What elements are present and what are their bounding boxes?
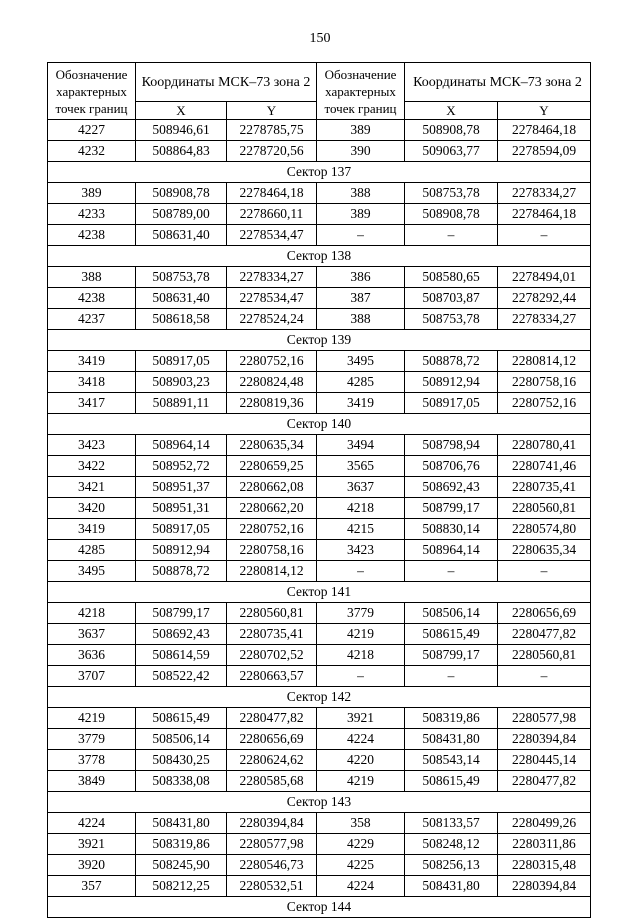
cell-y-coord: 2280560,81 (498, 498, 591, 519)
cell-point-id: 4220 (317, 750, 405, 771)
cell-y-coord: 2280585,68 (227, 771, 317, 792)
cell-x-coord: 508891,11 (136, 393, 227, 414)
cell-x-coord: 508917,05 (136, 519, 227, 540)
table-row (48, 624, 591, 645)
cell-x-coord: 508245,90 (136, 855, 227, 876)
cell-point-id: 4225 (317, 855, 405, 876)
header-coords-right: Координаты МСК–73 зона 2 (405, 63, 591, 102)
cell-point-id: 3849 (48, 771, 136, 792)
cell-x-coord: 508912,94 (405, 372, 498, 393)
cell-y-coord: 2280662,20 (227, 498, 317, 519)
cell-x-coord: 508618,58 (136, 309, 227, 330)
table-row (48, 435, 591, 456)
table-row (48, 708, 591, 729)
cell-x-coord: 508248,12 (405, 834, 498, 855)
sector-label: Сектор 141 (48, 582, 591, 603)
cell-y-coord: 2280814,12 (498, 351, 591, 372)
table-row (48, 834, 591, 855)
cell-x-coord: 508912,94 (136, 540, 227, 561)
cell-x-coord: 508615,49 (405, 771, 498, 792)
cell-point-id: 389 (48, 183, 136, 204)
cell-y-coord: 2280752,16 (498, 393, 591, 414)
cell-y-coord: 2280735,41 (227, 624, 317, 645)
cell-point-id: 3779 (48, 729, 136, 750)
cell-x-coord: 508753,78 (405, 183, 498, 204)
cell-y-coord: 2280624,62 (227, 750, 317, 771)
cell-y-coord: 2280445,14 (498, 750, 591, 771)
cell-point-id: 4238 (48, 288, 136, 309)
cell-x-coord: 508830,14 (405, 519, 498, 540)
cell-point-id: 387 (317, 288, 405, 309)
cell-point-id: 4237 (48, 309, 136, 330)
cell-point-id: 3921 (317, 708, 405, 729)
cell-x-coord: 508908,78 (136, 183, 227, 204)
cell-point-id: 3495 (317, 351, 405, 372)
cell-y-coord: 2280477,82 (498, 624, 591, 645)
cell-point-id: 4224 (317, 729, 405, 750)
table-row (48, 519, 591, 540)
table-row (48, 666, 591, 687)
cell-y-coord: 2278494,01 (498, 267, 591, 288)
cell-point-id: 3418 (48, 372, 136, 393)
header-coords-left: Координаты МСК–73 зона 2 (136, 63, 317, 102)
cell-x-coord: 508631,40 (136, 225, 227, 246)
cell-point-id: 3637 (48, 624, 136, 645)
cell-x-coord: 508615,49 (405, 624, 498, 645)
cell-point-id: 4218 (317, 645, 405, 666)
cell-y-coord: 2280546,73 (227, 855, 317, 876)
cell-point-id: 3419 (48, 519, 136, 540)
cell-point-id: 3423 (48, 435, 136, 456)
cell-x-coord: 508431,80 (136, 813, 227, 834)
cell-point-id: 357 (48, 876, 136, 897)
cell-x-coord: 508133,57 (405, 813, 498, 834)
cell-point-id: 388 (317, 183, 405, 204)
cell-y-coord: 2280577,98 (498, 708, 591, 729)
cell-x-coord: 508692,43 (405, 477, 498, 498)
cell-point-id: 358 (317, 813, 405, 834)
cell-point-id: 4219 (48, 708, 136, 729)
cell-x-coord: 508864,83 (136, 141, 227, 162)
cell-y-coord: 2280311,86 (498, 834, 591, 855)
cell-point-id: 4285 (317, 372, 405, 393)
cell-point-id: 3420 (48, 498, 136, 519)
cell-point-id: 389 (317, 120, 405, 141)
cell-x-coord: 508506,14 (405, 603, 498, 624)
cell-y-coord: 2280532,51 (227, 876, 317, 897)
cell-point-id: 3778 (48, 750, 136, 771)
cell-point-id: – (317, 561, 405, 582)
cell-y-coord: 2278534,47 (227, 225, 317, 246)
header-point-left: Обозначение характерных точек границ (48, 63, 136, 120)
cell-y-coord: 2280758,16 (227, 540, 317, 561)
cell-x-coord: 508878,72 (136, 561, 227, 582)
cell-y-coord: 2278720,56 (227, 141, 317, 162)
table-row (48, 477, 591, 498)
cell-x-coord: 508964,14 (136, 435, 227, 456)
cell-y-coord: 2280780,41 (498, 435, 591, 456)
cell-x-coord: 508789,00 (136, 204, 227, 225)
cell-y-coord: 2280702,52 (227, 645, 317, 666)
cell-x-coord: 508431,80 (405, 876, 498, 897)
cell-x-coord: 508799,17 (405, 498, 498, 519)
cell-x-coord: 508703,87 (405, 288, 498, 309)
cell-point-id: 4219 (317, 624, 405, 645)
table-row (48, 309, 591, 330)
cell-point-id: – (317, 666, 405, 687)
cell-point-id: 388 (317, 309, 405, 330)
cell-point-id: 390 (317, 141, 405, 162)
cell-y-coord: 2278594,09 (498, 141, 591, 162)
cell-y-coord: 2280814,12 (227, 561, 317, 582)
cell-point-id: 4227 (48, 120, 136, 141)
cell-x-coord: 508319,86 (405, 708, 498, 729)
cell-point-id: 3921 (48, 834, 136, 855)
cell-y-coord: 2280819,36 (227, 393, 317, 414)
table-row (48, 393, 591, 414)
cell-x-coord: 508706,76 (405, 456, 498, 477)
table-row (48, 540, 591, 561)
cell-y-coord: 2280560,81 (227, 603, 317, 624)
cell-point-id: 3920 (48, 855, 136, 876)
cell-point-id: 3707 (48, 666, 136, 687)
sector-row (48, 582, 591, 603)
cell-x-coord: 508908,78 (405, 120, 498, 141)
table-row (48, 204, 591, 225)
sector-row (48, 687, 591, 708)
cell-y-coord: 2278524,24 (227, 309, 317, 330)
cell-point-id: 389 (317, 204, 405, 225)
cell-y-coord: – (498, 561, 591, 582)
coordinates-table (47, 62, 591, 918)
cell-x-coord: 508946,61 (136, 120, 227, 141)
sector-row (48, 246, 591, 267)
cell-x-coord: 508798,94 (405, 435, 498, 456)
cell-y-coord: 2278785,75 (227, 120, 317, 141)
cell-y-coord: 2278464,18 (227, 183, 317, 204)
cell-x-coord: 508799,17 (136, 603, 227, 624)
cell-point-id: 3423 (317, 540, 405, 561)
cell-y-coord: 2280741,46 (498, 456, 591, 477)
cell-y-coord: 2278292,44 (498, 288, 591, 309)
cell-y-coord: 2280560,81 (498, 645, 591, 666)
table-row (48, 603, 591, 624)
table-row (48, 729, 591, 750)
sector-row (48, 897, 591, 918)
cell-point-id: 3422 (48, 456, 136, 477)
cell-y-coord: – (498, 666, 591, 687)
sector-row (48, 330, 591, 351)
cell-x-coord: 508878,72 (405, 351, 498, 372)
cell-x-coord: 508506,14 (136, 729, 227, 750)
sector-label: Сектор 137 (48, 162, 591, 183)
cell-point-id: 4219 (317, 771, 405, 792)
cell-y-coord: 2278464,18 (498, 204, 591, 225)
cell-x-coord: 508580,65 (405, 267, 498, 288)
cell-y-coord: 2280635,34 (498, 540, 591, 561)
sector-row (48, 162, 591, 183)
table-row (48, 456, 591, 477)
table-row (48, 813, 591, 834)
table-row (48, 183, 591, 204)
cell-x-coord: – (405, 561, 498, 582)
cell-x-coord: 508631,40 (136, 288, 227, 309)
cell-point-id: 3636 (48, 645, 136, 666)
sector-label: Сектор 144 (48, 897, 591, 918)
cell-point-id: 3779 (317, 603, 405, 624)
cell-y-coord: 2280315,48 (498, 855, 591, 876)
cell-y-coord: 2280477,82 (498, 771, 591, 792)
cell-x-coord: 508338,08 (136, 771, 227, 792)
cell-y-coord: 2280735,41 (498, 477, 591, 498)
header-x-left: X (136, 102, 227, 120)
sector-row (48, 792, 591, 813)
table-row (48, 372, 591, 393)
cell-point-id: 3494 (317, 435, 405, 456)
table-row (48, 351, 591, 372)
sector-label: Сектор 142 (48, 687, 591, 708)
table-row (48, 288, 591, 309)
cell-x-coord: 508614,59 (136, 645, 227, 666)
cell-point-id: 4285 (48, 540, 136, 561)
cell-y-coord: 2280574,80 (498, 519, 591, 540)
cell-point-id: 3417 (48, 393, 136, 414)
cell-x-coord: 508212,25 (136, 876, 227, 897)
cell-x-coord: 509063,77 (405, 141, 498, 162)
cell-y-coord: – (498, 225, 591, 246)
cell-point-id: 3419 (317, 393, 405, 414)
sector-label: Сектор 139 (48, 330, 591, 351)
cell-y-coord: 2280656,69 (498, 603, 591, 624)
table-row (48, 645, 591, 666)
cell-y-coord: 2280752,16 (227, 519, 317, 540)
table-row (48, 771, 591, 792)
cell-y-coord: 2280577,98 (227, 834, 317, 855)
cell-point-id: 386 (317, 267, 405, 288)
cell-x-coord: 508917,05 (136, 351, 227, 372)
table-row (48, 876, 591, 897)
cell-point-id: 4224 (317, 876, 405, 897)
cell-point-id: 4224 (48, 813, 136, 834)
cell-x-coord: 508799,17 (405, 645, 498, 666)
header-y-right: Y (498, 102, 591, 120)
cell-point-id: 3495 (48, 561, 136, 582)
cell-y-coord: 2280663,57 (227, 666, 317, 687)
cell-x-coord: 508431,80 (405, 729, 498, 750)
cell-x-coord: 508908,78 (405, 204, 498, 225)
cell-y-coord: 2280394,84 (498, 729, 591, 750)
cell-x-coord: 508522,42 (136, 666, 227, 687)
cell-y-coord: 2280758,16 (498, 372, 591, 393)
table-row (48, 225, 591, 246)
cell-point-id: 3419 (48, 351, 136, 372)
cell-y-coord: 2278660,11 (227, 204, 317, 225)
sector-label: Сектор 143 (48, 792, 591, 813)
cell-point-id: 3565 (317, 456, 405, 477)
cell-y-coord: 2278334,27 (498, 309, 591, 330)
cell-point-id: 4218 (317, 498, 405, 519)
cell-x-coord: 508951,37 (136, 477, 227, 498)
cell-y-coord: 2280659,25 (227, 456, 317, 477)
cell-x-coord: 508753,78 (136, 267, 227, 288)
table-row (48, 267, 591, 288)
cell-x-coord: 508917,05 (405, 393, 498, 414)
cell-point-id: 4218 (48, 603, 136, 624)
table-row (48, 141, 591, 162)
cell-y-coord: 2278464,18 (498, 120, 591, 141)
cell-x-coord: 508615,49 (136, 708, 227, 729)
header-y-left: Y (227, 102, 317, 120)
cell-point-id: 3421 (48, 477, 136, 498)
cell-y-coord: 2280477,82 (227, 708, 317, 729)
cell-point-id: 4238 (48, 225, 136, 246)
cell-y-coord: 2280656,69 (227, 729, 317, 750)
cell-point-id: 4233 (48, 204, 136, 225)
header-point-right: Обозначение характерных точек границ (317, 63, 405, 120)
table-row (48, 561, 591, 582)
table-body (48, 120, 591, 918)
cell-x-coord: – (405, 225, 498, 246)
cell-y-coord: 2278334,27 (498, 183, 591, 204)
cell-x-coord: 508256,13 (405, 855, 498, 876)
sector-row (48, 414, 591, 435)
cell-y-coord: 2280394,84 (498, 876, 591, 897)
cell-point-id: 4215 (317, 519, 405, 540)
sector-label: Сектор 140 (48, 414, 591, 435)
cell-y-coord: 2280824,48 (227, 372, 317, 393)
cell-point-id: 3637 (317, 477, 405, 498)
cell-x-coord: 508430,25 (136, 750, 227, 771)
table-row (48, 750, 591, 771)
cell-y-coord: 2280394,84 (227, 813, 317, 834)
cell-x-coord: 508319,86 (136, 834, 227, 855)
cell-y-coord: 2280499,26 (498, 813, 591, 834)
table-row (48, 498, 591, 519)
sector-label: Сектор 138 (48, 246, 591, 267)
cell-point-id: 4229 (317, 834, 405, 855)
cell-x-coord: 508952,72 (136, 456, 227, 477)
cell-x-coord: 508543,14 (405, 750, 498, 771)
cell-x-coord: 508964,14 (405, 540, 498, 561)
cell-x-coord: – (405, 666, 498, 687)
cell-y-coord: 2280635,34 (227, 435, 317, 456)
cell-x-coord: 508903,23 (136, 372, 227, 393)
table-row (48, 120, 591, 141)
cell-point-id: 388 (48, 267, 136, 288)
cell-x-coord: 508692,43 (136, 624, 227, 645)
cell-point-id: 4232 (48, 141, 136, 162)
cell-y-coord: 2280662,08 (227, 477, 317, 498)
page-number: 150 (309, 31, 331, 46)
cell-y-coord: 2278534,47 (227, 288, 317, 309)
cell-point-id: – (317, 225, 405, 246)
table-row (48, 855, 591, 876)
cell-x-coord: 508753,78 (405, 309, 498, 330)
cell-x-coord: 508951,31 (136, 498, 227, 519)
cell-y-coord: 2280752,16 (227, 351, 317, 372)
header-x-right: X (405, 102, 498, 120)
cell-y-coord: 2278334,27 (227, 267, 317, 288)
